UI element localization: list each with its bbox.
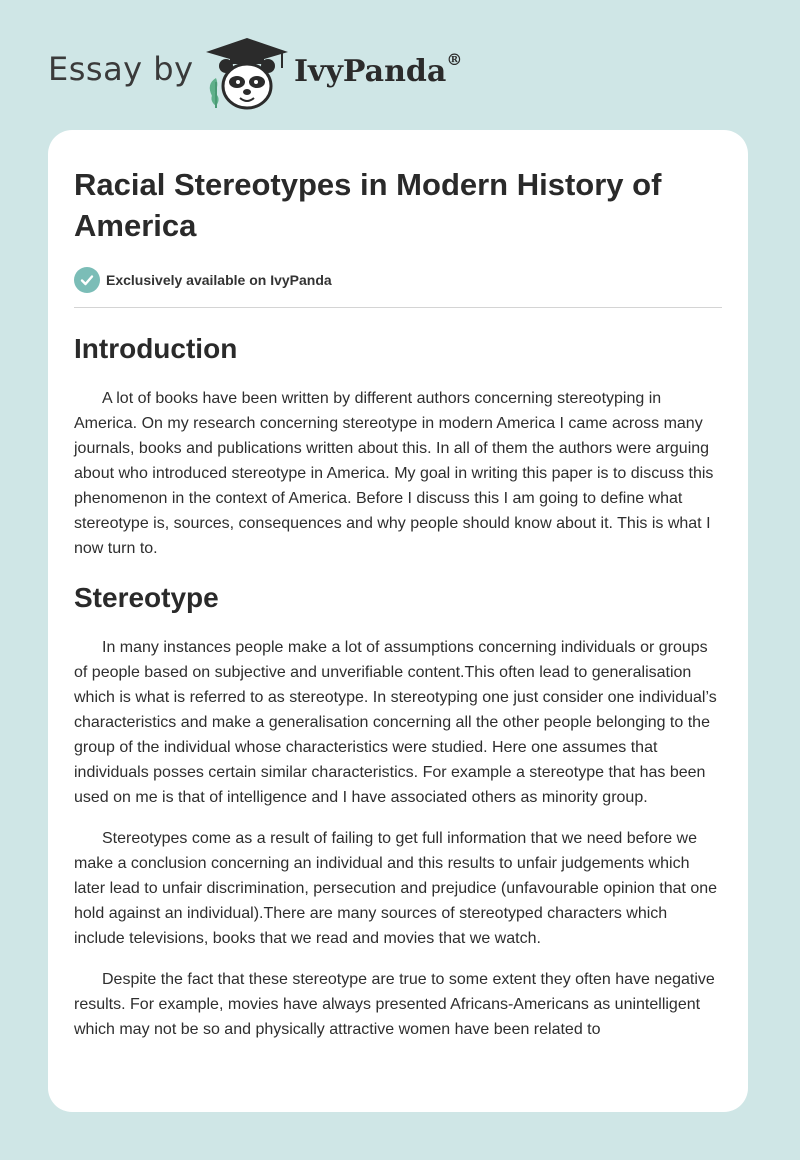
- brand-name: IvyPanda: [294, 54, 447, 89]
- essay-title: Racial Stereotypes in Modern History of America: [74, 167, 662, 243]
- essay-card: [48, 130, 748, 1112]
- panda-logo-icon[interactable]: [202, 34, 292, 114]
- section-heading-introduction: Introduction: [74, 333, 238, 364]
- registered-mark: ®: [446, 50, 463, 69]
- paragraph: A lot of books have been written by different authors concerning stereotyping in America. On my research concerning stereotype in modern America I came across many journals, books and publications written about this. In all of them the authors were arguing about who introduced stereotype in America. My goal in writing this paper is to discuss this phenomenon in the context of America. Before I discuss this I am going to define what stereotype is, sources, consequences and why people should know about it. This is what I now turn to.: [74, 390, 714, 557]
- essay-by-text: Essay by: [48, 50, 194, 88]
- brand-header: [48, 34, 508, 114]
- divider: [74, 307, 722, 308]
- ivypanda-wordmark[interactable]: [294, 50, 463, 89]
- section-heading-stereotype: Stereotype: [74, 582, 219, 613]
- checkmark-icon: [74, 267, 100, 293]
- exclusive-badge: [74, 266, 722, 294]
- paragraph: In many instances people make a lot of assumptions concerning individuals or groups of people based on subjective and unverifiable content.This often lead to generalisation which is what is referred to as stereotype. In stereotyping one just consider one individual’s characteristics and make a generalisation concerning all the other people belonging to the group of the individual whose characteristics were studied. Here one assumes that individuals posses certain similar characteristics. For example a stereotype that has been used on me is that of intelligence and I have associated others as minority group.: [74, 639, 717, 806]
- exclusive-text: Exclusively available on IvyPanda: [106, 272, 332, 288]
- paragraph: Despite the fact that these stereotype are true to some extent they often have negative results. For example, movies have always presented Africans-Americans as unintelligent which may not be so and physically attractive women have been related to: [74, 971, 715, 1038]
- paragraph: Stereotypes come as a result of failing to get full information that we need before we make a conclusion concerning an individual and this results to unfair judgements which later lead to unfair discrimination, persecution and prejudice (unfavourable opinion that one hold against an individual).There are many sources of stereotyped characters which include televisions, books that we read and movies that we watch.: [74, 830, 718, 947]
